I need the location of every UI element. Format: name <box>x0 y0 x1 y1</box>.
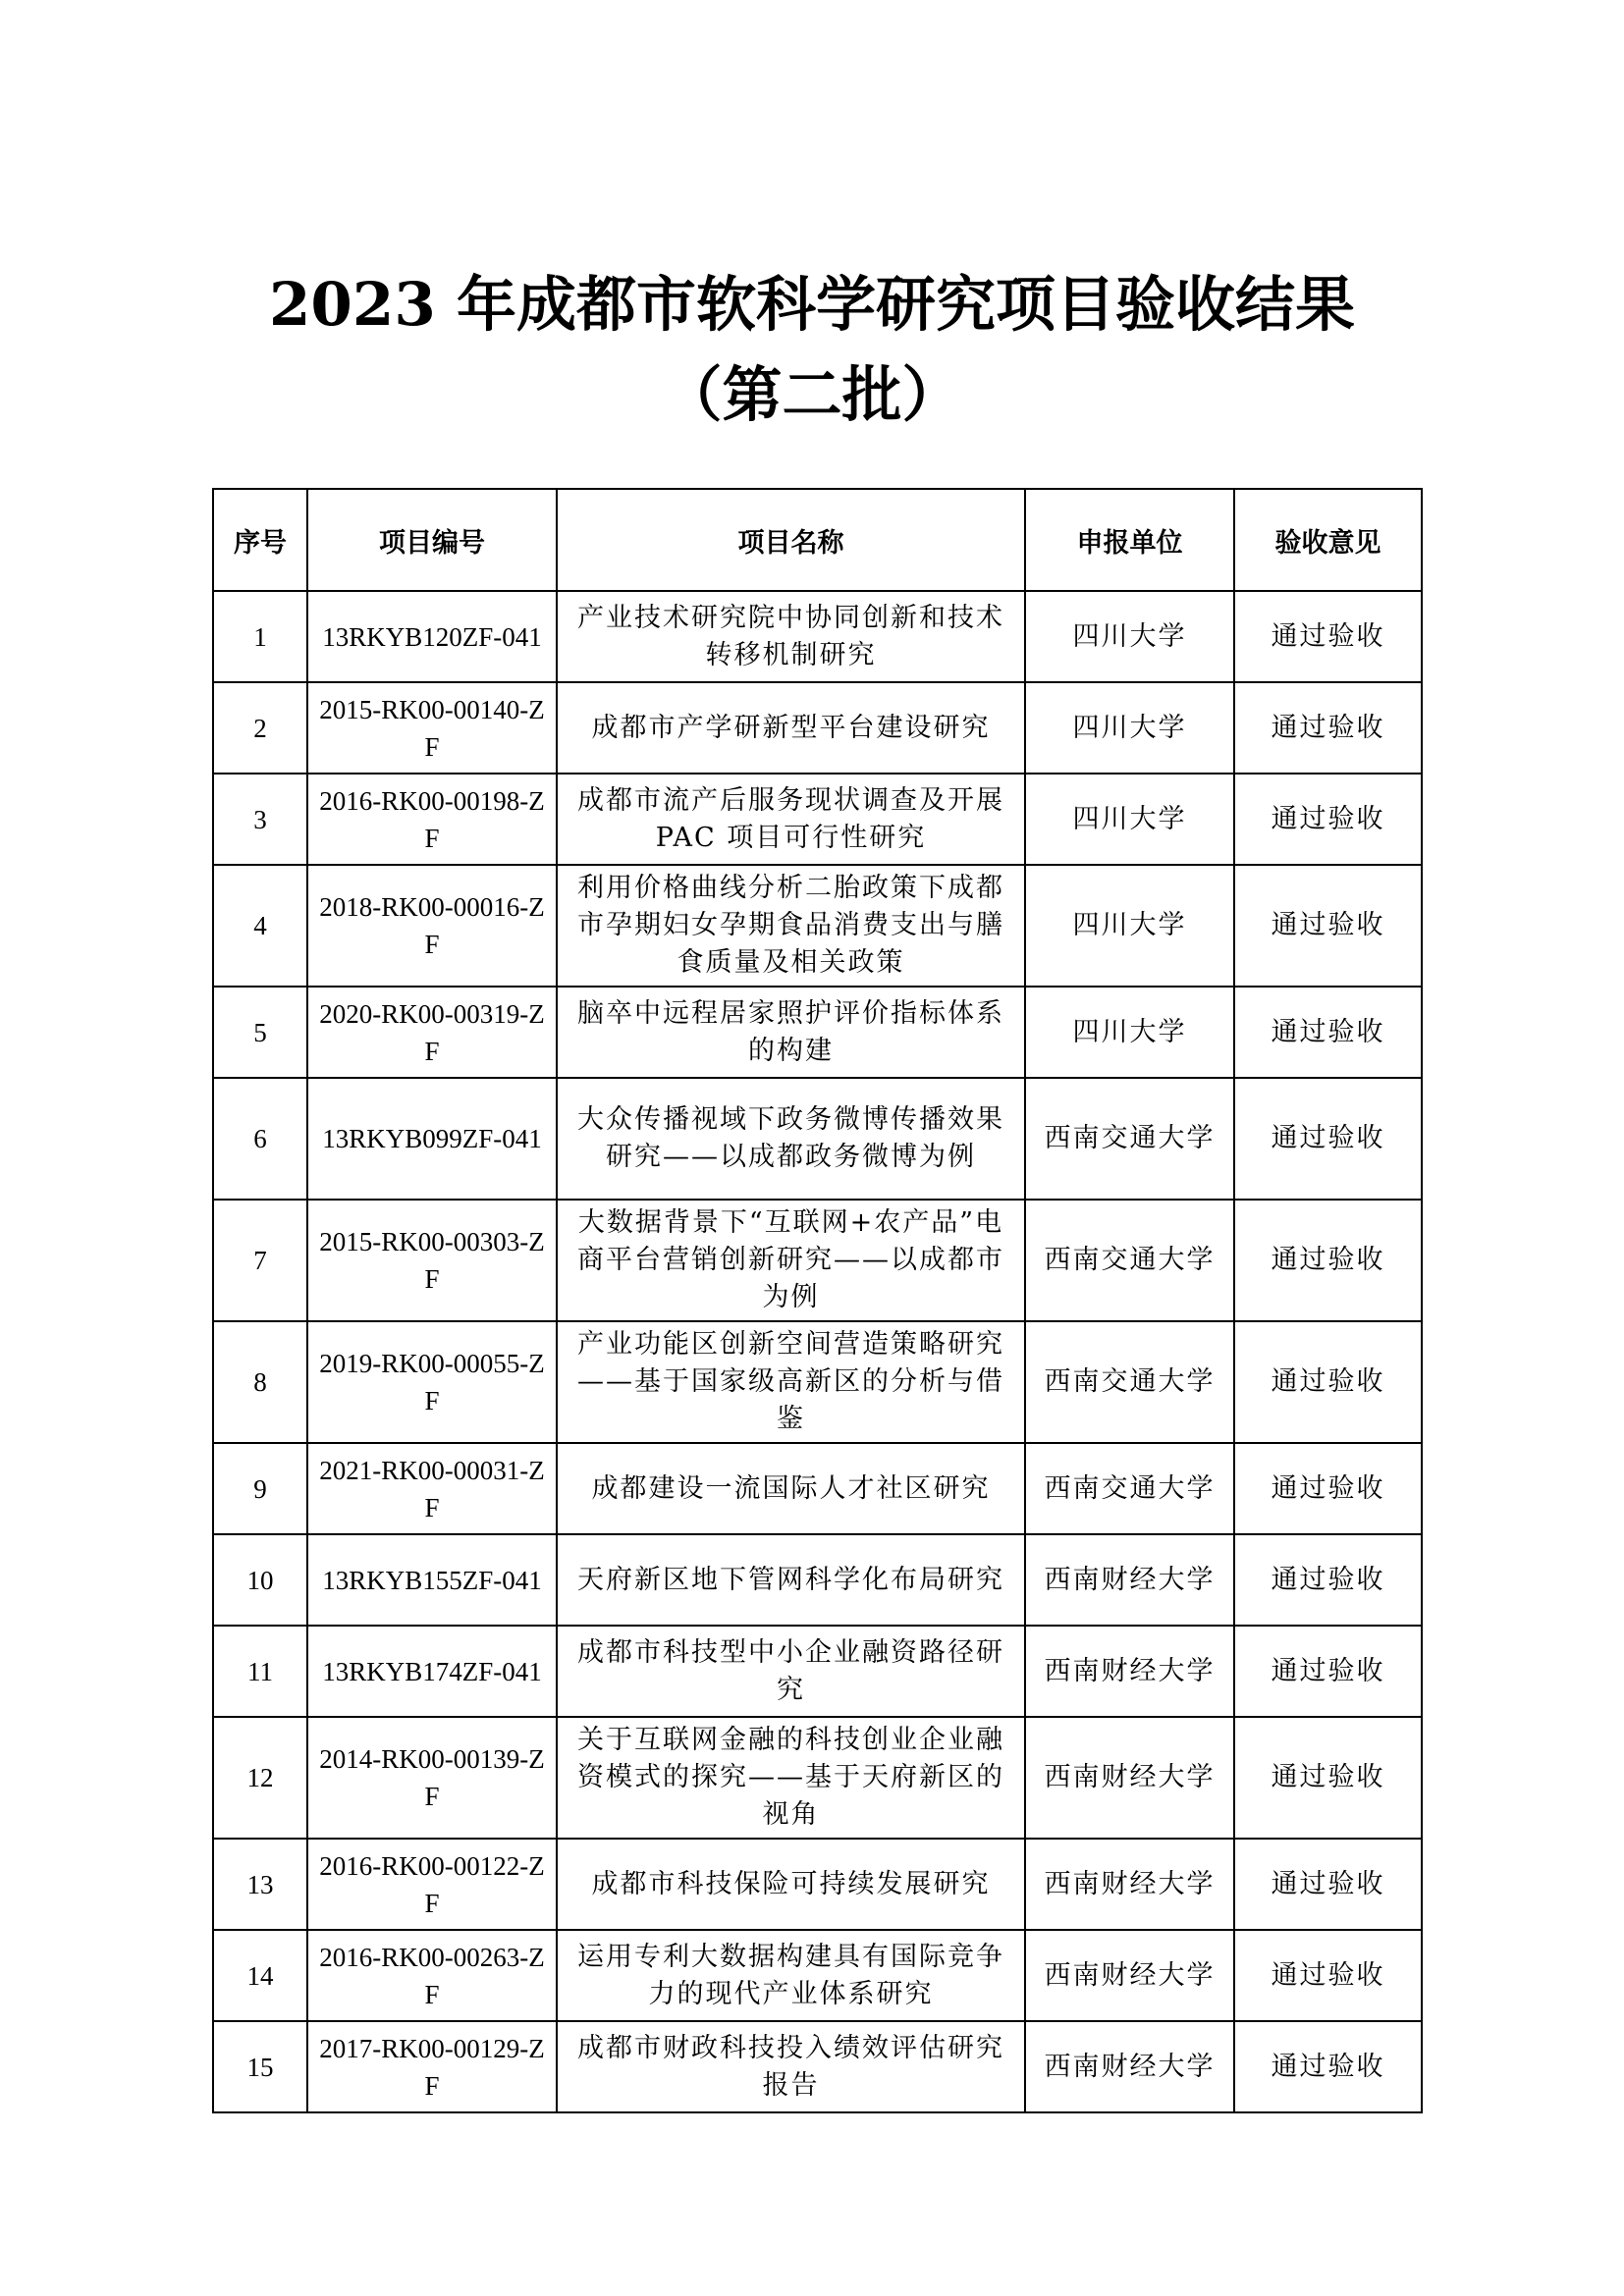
cell-project-name: 产业技术研究院中协同创新和技术转移机制研究 <box>557 591 1025 682</box>
cell-project-code: 2015-RK00-00303-ZF <box>307 1200 557 1321</box>
cell-serial: 2 <box>213 682 307 774</box>
cell-project-name: 成都市科技保险可持续发展研究 <box>557 1839 1025 1930</box>
cell-applicant-unit: 四川大学 <box>1025 774 1234 865</box>
cell-project-code: 2020-RK00-00319-ZF <box>307 987 557 1078</box>
table-row <box>213 591 1422 682</box>
cell-serial: 11 <box>213 1626 307 1717</box>
header-applicant-unit: 申报单位 <box>1025 489 1234 591</box>
table-row <box>213 865 1422 987</box>
table-row <box>213 774 1422 865</box>
cell-project-code: 2016-RK00-00263-ZF <box>307 1930 557 2021</box>
cell-applicant-unit: 四川大学 <box>1025 987 1234 1078</box>
cell-project-name: 运用专利大数据构建具有国际竞争力的现代产业体系研究 <box>557 1930 1025 2021</box>
cell-project-name: 关于互联网金融的科技创业企业融资模式的探究——基于天府新区的视角 <box>557 1717 1025 1839</box>
cell-project-name: 大数据背景下“互联网+农产品”电商平台营销创新研究——以成都市为例 <box>557 1200 1025 1321</box>
table-row <box>213 1839 1422 1930</box>
cell-project-code: 2016-RK00-00122-ZF <box>307 1839 557 1930</box>
cell-project-name: 产业功能区创新空间营造策略研究——基于国家级高新区的分析与借鉴 <box>557 1321 1025 1443</box>
cell-acceptance-opinion: 通过验收 <box>1234 1321 1422 1443</box>
cell-serial: 1 <box>213 591 307 682</box>
cell-serial: 8 <box>213 1321 307 1443</box>
cell-acceptance-opinion: 通过验收 <box>1234 1717 1422 1839</box>
cell-project-name: 利用价格曲线分析二胎政策下成都市孕期妇女孕期食品消费支出与膳食质量及相关政策 <box>557 865 1025 987</box>
cell-project-name: 成都建设一流国际人才社区研究 <box>557 1443 1025 1534</box>
cell-project-code: 13RKYB155ZF-041 <box>307 1534 557 1626</box>
cell-project-name: 脑卒中远程居家照护评价指标体系的构建 <box>557 987 1025 1078</box>
cell-project-code: 2017-RK00-00129-ZF <box>307 2021 557 2112</box>
table-row <box>213 1930 1422 2021</box>
cell-serial: 9 <box>213 1443 307 1534</box>
cell-applicant-unit: 西南财经大学 <box>1025 1534 1234 1626</box>
cell-serial: 14 <box>213 1930 307 2021</box>
cell-project-code: 13RKYB120ZF-041 <box>307 591 557 682</box>
cell-serial: 3 <box>213 774 307 865</box>
cell-acceptance-opinion: 通过验收 <box>1234 1200 1422 1321</box>
cell-serial: 6 <box>213 1078 307 1200</box>
cell-applicant-unit: 西南财经大学 <box>1025 2021 1234 2112</box>
table-row <box>213 1443 1422 1534</box>
cell-serial: 5 <box>213 987 307 1078</box>
cell-project-name: 天府新区地下管网科学化布局研究 <box>557 1534 1025 1626</box>
cell-applicant-unit: 西南交通大学 <box>1025 1321 1234 1443</box>
cell-applicant-unit: 西南交通大学 <box>1025 1200 1234 1321</box>
cell-acceptance-opinion: 通过验收 <box>1234 591 1422 682</box>
table-row <box>213 1534 1422 1626</box>
cell-project-name: 成都市科技型中小企业融资路径研究 <box>557 1626 1025 1717</box>
cell-project-code: 2018-RK00-00016-ZF <box>307 865 557 987</box>
cell-project-code: 2021-RK00-00031-ZF <box>307 1443 557 1534</box>
table-row <box>213 1078 1422 1200</box>
cell-applicant-unit: 西南财经大学 <box>1025 1717 1234 1839</box>
cell-acceptance-opinion: 通过验收 <box>1234 1078 1422 1200</box>
cell-acceptance-opinion: 通过验收 <box>1234 774 1422 865</box>
table-header-row <box>213 489 1422 591</box>
cell-serial: 7 <box>213 1200 307 1321</box>
results-table <box>212 488 1423 2113</box>
cell-serial: 15 <box>213 2021 307 2112</box>
cell-acceptance-opinion: 通过验收 <box>1234 1839 1422 1930</box>
cell-applicant-unit: 西南交通大学 <box>1025 1443 1234 1534</box>
cell-acceptance-opinion: 通过验收 <box>1234 1534 1422 1626</box>
document-title: 2023 年成都市软科学研究项目验收结果 <box>268 270 1355 340</box>
cell-project-name: 大众传播视域下政务微博传播效果研究——以成都政务微博为例 <box>557 1078 1025 1200</box>
cell-applicant-unit: 西南财经大学 <box>1025 1930 1234 2021</box>
cell-applicant-unit: 西南交通大学 <box>1025 1078 1234 1200</box>
cell-project-code: 13RKYB174ZF-041 <box>307 1626 557 1717</box>
cell-applicant-unit: 西南财经大学 <box>1025 1839 1234 1930</box>
table-row <box>213 987 1422 1078</box>
cell-acceptance-opinion: 通过验收 <box>1234 1930 1422 2021</box>
cell-project-name: 成都市产学研新型平台建设研究 <box>557 682 1025 774</box>
cell-applicant-unit: 四川大学 <box>1025 682 1234 774</box>
cell-applicant-unit: 四川大学 <box>1025 865 1234 987</box>
table-row <box>213 1626 1422 1717</box>
cell-acceptance-opinion: 通过验收 <box>1234 987 1422 1078</box>
cell-applicant-unit: 四川大学 <box>1025 591 1234 682</box>
document-subtitle: （第二批） <box>662 360 962 430</box>
cell-project-name: 成都市流产后服务现状调查及开展PAC 项目可行性研究 <box>557 774 1025 865</box>
cell-serial: 12 <box>213 1717 307 1839</box>
cell-project-name: 成都市财政科技投入绩效评估研究报告 <box>557 2021 1025 2112</box>
cell-acceptance-opinion: 通过验收 <box>1234 2021 1422 2112</box>
header-serial: 序号 <box>213 489 307 591</box>
cell-acceptance-opinion: 通过验收 <box>1234 1443 1422 1534</box>
table-row <box>213 682 1422 774</box>
table-row <box>213 2021 1422 2112</box>
header-project-code: 项目编号 <box>307 489 557 591</box>
cell-serial: 13 <box>213 1839 307 1930</box>
cell-acceptance-opinion: 通过验收 <box>1234 682 1422 774</box>
table-row <box>213 1200 1422 1321</box>
cell-serial: 4 <box>213 865 307 987</box>
cell-serial: 10 <box>213 1534 307 1626</box>
cell-acceptance-opinion: 通过验收 <box>1234 865 1422 987</box>
cell-project-code: 2015-RK00-00140-ZF <box>307 682 557 774</box>
cell-applicant-unit: 西南财经大学 <box>1025 1626 1234 1717</box>
table-row <box>213 1321 1422 1443</box>
cell-project-code: 2019-RK00-00055-ZF <box>307 1321 557 1443</box>
cell-project-code: 2014-RK00-00139-ZF <box>307 1717 557 1839</box>
cell-acceptance-opinion: 通过验收 <box>1234 1626 1422 1717</box>
cell-project-code: 13RKYB099ZF-041 <box>307 1078 557 1200</box>
header-acceptance-opinion: 验收意见 <box>1234 489 1422 591</box>
header-project-name: 项目名称 <box>557 489 1025 591</box>
table-row <box>213 1717 1422 1839</box>
cell-project-code: 2016-RK00-00198-ZF <box>307 774 557 865</box>
